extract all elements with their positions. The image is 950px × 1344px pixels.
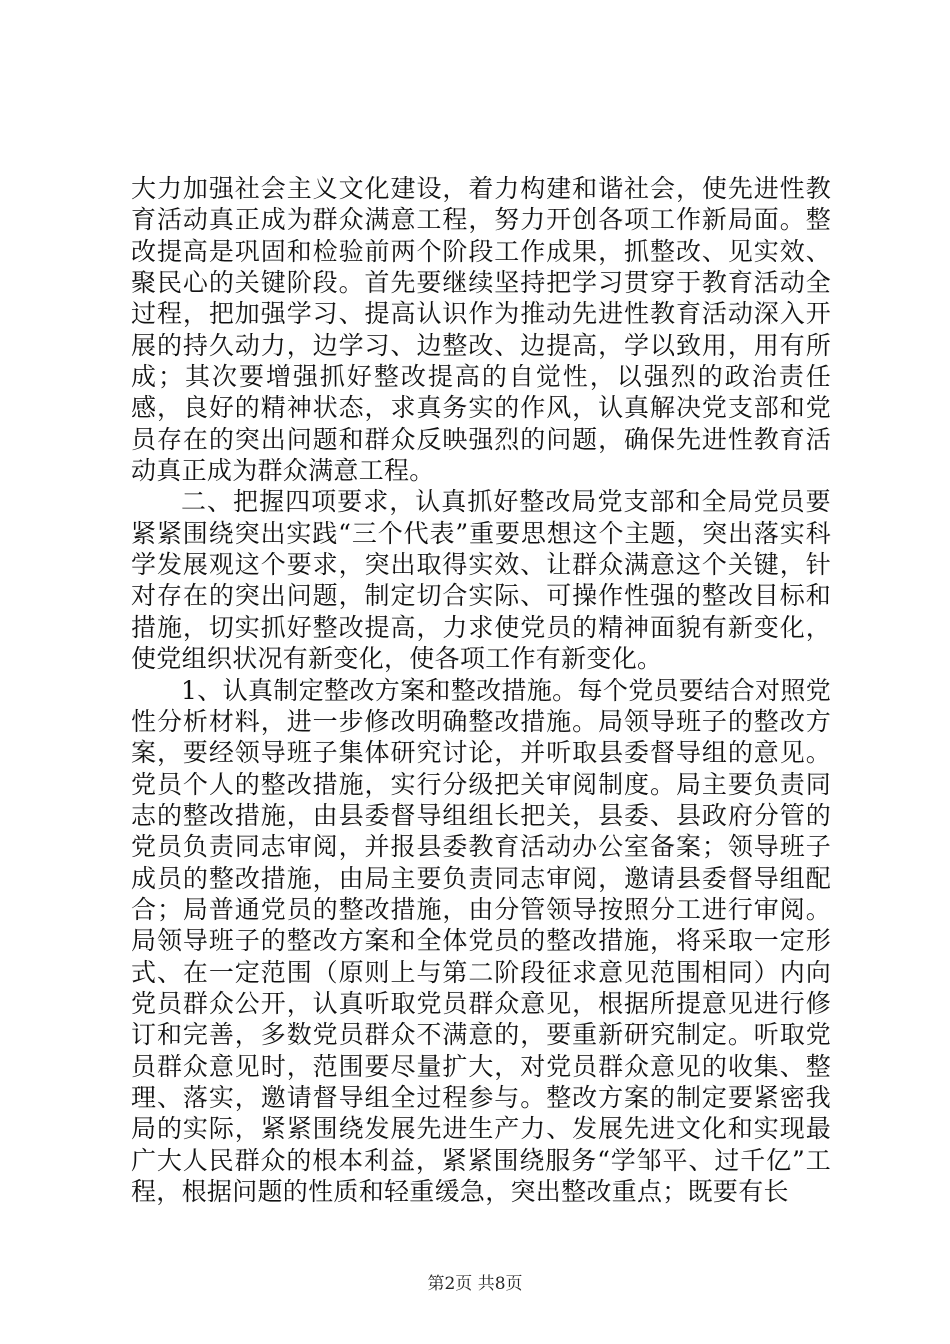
- paragraph-item-one: 1、认真制定整改方案和整改措施。每个党员要结合对照党性分析材料，进一步修改明确整改措施。局领导班子的整改方案，要经领导班子集体研究讨论，并听取县委督导组的意见。党员个人的整改措施，实行分级把关审阅制度。局主要负责同志的整改措施，由县委督导组组长把关，县委、县政府分管的党员负责同志审阅，并报县委教育活动办公室备案；领导班子成员的整改措施，由局主要负责同志审阅，邀请县委督导组配合；局普通党员的整改措施，由分管领导按照分工进行审阅。局领导班子的整改方案和全体党员的整改措施，将采取一定形式、在一定范围（原则上与第二阶段征求意见范围相同）内向党员群众公开，认真听取党员群众意见，根据所提意见进行修订和完善，多数党员群众不满意的，要重新研究制定。听取党员群众意见时，范围要尽量扩大，对党员群众意见的收集、整理、落实，邀请督导组全过程参与。整改方案的制定要紧密我局的实际，紧紧围绕发展先进生产力、发展先进文化和实现最广大人民群众的根本利益，紧紧围绕服务“学邹平、过千亿”工程，根据问题的性质和轻重缓急，突出整改重点；既要有长: [131, 675, 831, 1206]
- document-body: [131, 173, 831, 1207]
- paragraph-section-two: 二、把握四项要求，认真抓好整改局党支部和全局党员要紧紧围绕突出实践“三个代表”重要思想这个主题，突出落实科学发展观这个要求，突出取得实效、让群众满意这个关键，针对存在的突出问题，制定切合实际、可操作性强的整改目标和措施，切实抓好整改提高，力求使党员的精神面貌有新变化，使党组织状况有新变化，使各项工作有新变化。: [131, 487, 831, 674]
- page-footer: 第2页 共8页: [427, 1274, 523, 1294]
- paragraph-intro: 大力加强社会主义文化建设，着力构建和谐社会，使先进性教育活动真正成为群众满意工程，努力开创各项工作新局面。整改提高是巩固和检验前两个阶段工作成果，抓整改、见实效、聚民心的关键阶段。首先要继续坚持把学习贯穿于教育活动全过程，把加强学习、提高认识作为推动先进性教育活动深入开展的持久动力，边学习、边整改、边提高，学以致用，用有所成；其次要增强抓好整改提高的自觉性，以强烈的政治责任感，良好的精神状态，求真务实的作风，认真解决党支部和党员存在的突出问题和群众反映强烈的问题，确保先进性教育活动真正成为群众满意工程。: [131, 174, 831, 486]
